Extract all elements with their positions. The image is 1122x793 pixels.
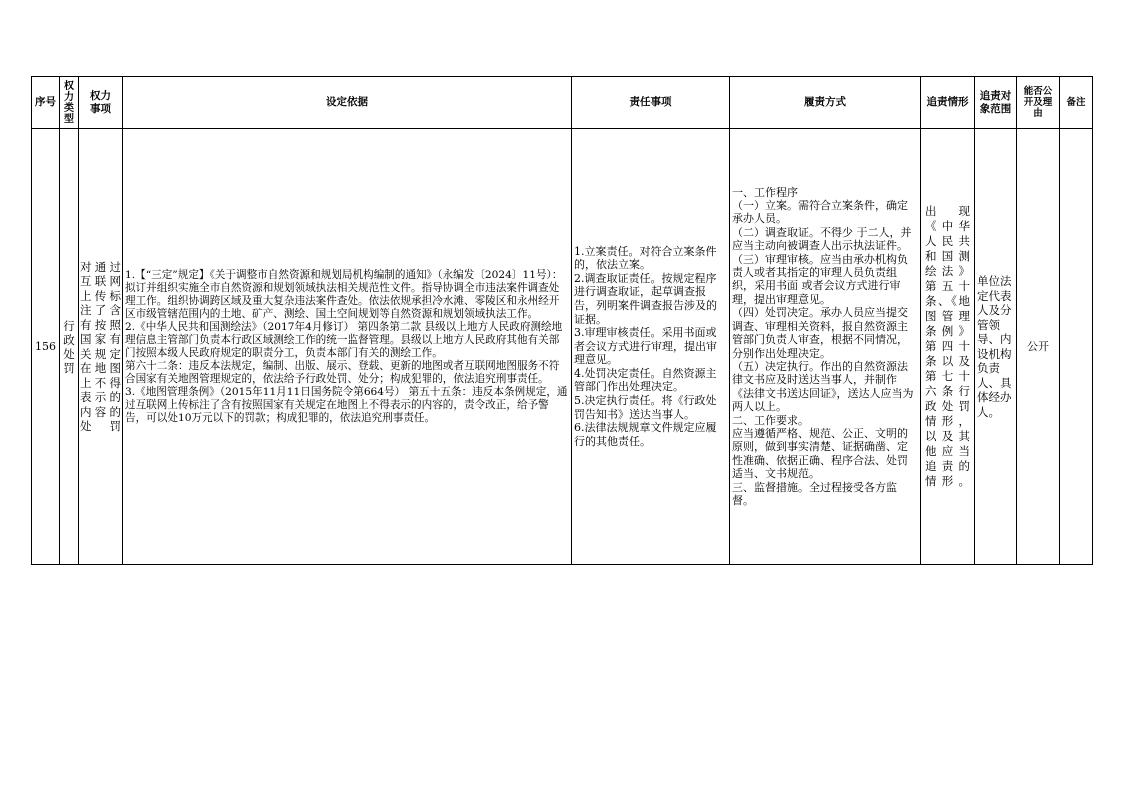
header-power-item-text: 权力事项 (90, 89, 111, 115)
header-power-type (60, 77, 79, 129)
cell-power-type-text: 行政处罚 (63, 318, 75, 375)
cell-scope (975, 129, 1017, 565)
cell-disclosure: 公开 (1017, 129, 1060, 565)
cell-method-text: 一、工作程序 （一）立案。需符合立案条件，确定承办人员。 （二）调查取证。不得少 于二人，并应当主动向被调查人出示执法证件。 （三）审理审核。应当由承办机构负责人或者其指定的审理人员负责组织，采用书面 或者会议方式进行审理，提出审理意见。 （四）处罚决定。承办人员应当提交调查、审理相关资料，报自然资源主管部门负责人审查，根据不同情况，分别作出处理决定。 （五）决定执行。作出的自然资源法律文书应及时送达当事人，并制作《法律文书送达回证》，送达人应当为两人以上。 二、工作要求。 应当遵循严格、规范、公正、文明的原则，做到事实清楚、证据确凿、定性准确、依据正确、程序合法、处罚适当、文书规范。 三、监督措施。全过程接受各方监督。 (732, 185, 914, 507)
header-index: 序号 (32, 77, 60, 129)
header-scope (975, 77, 1017, 129)
header-accountability: 追责情形 (921, 77, 975, 129)
cell-scope-text: 单位法定代表人及分管领导、内设机构负责人、具体经办人。 (977, 274, 1012, 419)
cell-power-type (60, 129, 79, 565)
header-disclosure-text: 能否公开及理由 (1023, 86, 1053, 119)
cell-responsibility (572, 129, 730, 565)
cell-power-item-text: 对通过互联网上传标注了含有按照国家有关规定在地图上不得表示的内容的处罚 (80, 259, 121, 433)
cell-responsibility-text: 1.立案责任。对符合立案条件的，依法立案。 2.调查取证责任。按规定程序进行调查取证，起草调查报告，列明案件调查报告涉及的证据。 3.审理审核责任。采用书面或者会议方式进行审理，提出审理意见。 4.处罚决定责任。自然资源主管部门作出处理决定。 5.决定执行责任。将《行政处罚告知书》送达当事人。 6.法律法规规章文件规定应履行的其他责任。 (574, 244, 717, 448)
cell-basis-text: 1.【“三定”规定】《关于调整市自然资源和规划局机构编制的通知》（永编发〔2024〕11号）：拟订并组织实施全市自然资源和规划领域执法相关规范性文件。指导协调全市违法案件调查处理工作。组织协调跨区域及重大复杂违法案件查处。依法依规承担冷水滩、零陵区和永州经开区市级管辖范围内的土地、矿产、测绘、国土空间规划等自然资源和规划领域执法工作。 2.《中华人民共和国测绘法》（2017年4月修订） 第四条第二款 县级以上地方人民政府测绘地理信息主管部门负责本行政区域测绘工作的统一监督管理。县级以上地方人民政府其他有关部门按照本级人民政府规定的职责分工，负责本部门有关的测绘工作。 第六十二条：违反本法规定，编制、出版、展示、登载、更新的地图或者互联网地图服务不符合国家有关地图管理规定的，依法给予行政处罚、处分；构成犯罪的，依法追究刑事责任。 3.《地图管理条例》（2015年11月11日国务院令第664号） 第五十五条：违反本条例规定，通过互联网上传标注了含有按照国家有关规定在地图上不得表示的内容的，责令改正，给予警告，可以处10万元以下的罚款；构成犯罪的，依法追究刑事责任。 (125, 268, 568, 424)
header-row (32, 77, 1093, 129)
header-remarks: 备注 (1060, 77, 1093, 129)
cell-power-item (79, 129, 123, 565)
header-power-item (79, 77, 123, 129)
cell-accountability (921, 129, 975, 565)
responsibility-table (31, 76, 1093, 565)
cell-method (730, 129, 921, 565)
header-responsibility: 责任事项 (572, 77, 730, 129)
header-scope-text: 追责对象范围 (979, 89, 1012, 115)
cell-index: 156 (32, 129, 60, 565)
header-method: 履责方式 (730, 77, 921, 129)
header-basis: 设定依据 (123, 77, 572, 129)
table-row (32, 129, 1093, 565)
header-power-type-text: 权力类型 (64, 80, 74, 125)
cell-accountability-text: 出现《中华人民共和国测绘法》第五十条、《地图管理条例》第四十条以及第七十六条行政处罚情形，以及其他应当追责的情形。 (925, 204, 970, 488)
header-disclosure (1017, 77, 1060, 129)
cell-basis (123, 129, 572, 565)
cell-remarks (1060, 129, 1093, 565)
